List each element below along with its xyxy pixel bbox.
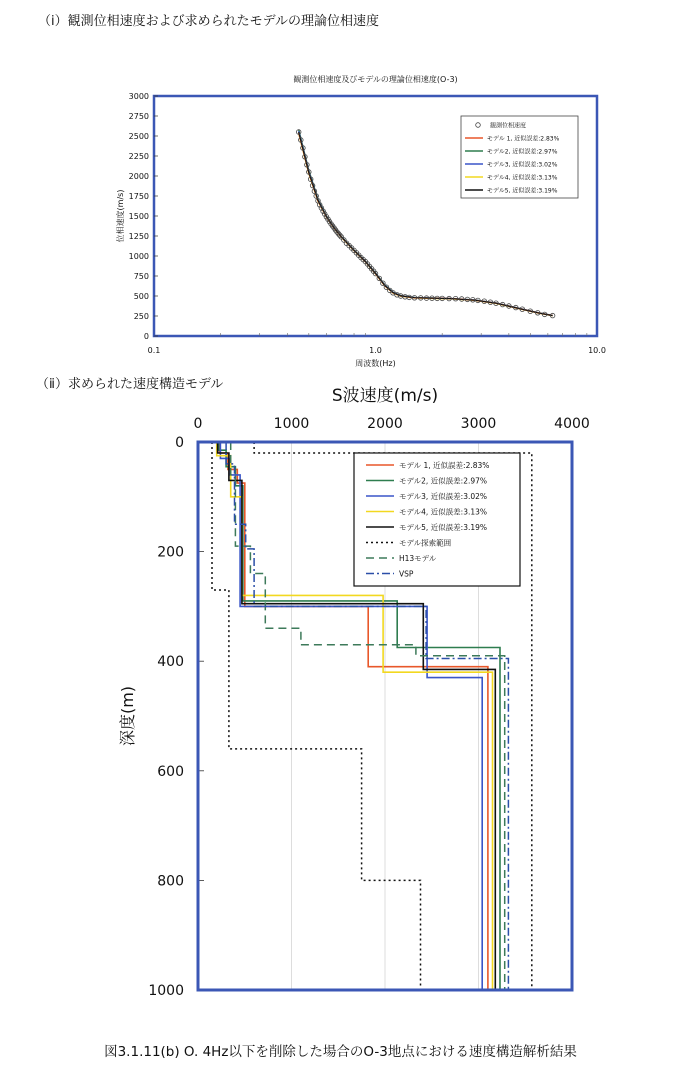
- chart1-x-axis-label: 周波数(Hz): [355, 359, 396, 368]
- chart1-y-tick-label: 2000: [128, 172, 149, 181]
- figure-caption: 図3.1.11(b) O. 4Hz以下を削除した場合のO-3地点における速度構造解析結果: [104, 1044, 577, 1060]
- chart1-title: 観測位相速度及びモデルの理論位相速度(O-3): [293, 75, 458, 84]
- chart1-legend-label-m2: モデル2, 近似誤差:2.97%: [487, 148, 558, 156]
- chart1-y-axis-label: 位相速度(m/s): [116, 189, 125, 243]
- chart1-y-tick-label: 750: [133, 272, 149, 281]
- chart2-legend-label-4: モデル5, 近似誤差:3.19%: [399, 523, 488, 532]
- chart2-x-tick-label: 0: [193, 416, 203, 432]
- chart2-legend: [354, 453, 520, 586]
- chart2-y-tick-label: 200: [157, 544, 184, 561]
- chart2-legend-frame: [354, 453, 520, 586]
- chart1-legend-label-m5: モデル5, 近似誤差:3.19%: [487, 187, 558, 195]
- chart2-legend-label-3: モデル4, 近似誤差:3.13%: [399, 507, 488, 517]
- chart1-y-tick-label: 3000: [128, 92, 149, 101]
- chart1-y-tick-label: 2750: [128, 112, 149, 121]
- chart1-y-tick-label: 1500: [128, 212, 149, 221]
- chart2-y-tick-label: 400: [157, 654, 184, 671]
- chart1-legend-label-m1: モデル 1, 近似誤差:2.83%: [487, 135, 560, 143]
- chart2-legend-label-6: H13モデル: [399, 554, 437, 563]
- chart2-x-tick-label: 3000: [460, 416, 497, 432]
- chart2-y-axis-label: 深度(m): [118, 685, 137, 747]
- chart2-y-tick-label: 600: [157, 763, 184, 780]
- chart1-y-tick-label: 1750: [128, 192, 149, 201]
- chart1-y-tick-label: 500: [133, 292, 149, 301]
- chart2-y-tick-label: 1000: [148, 983, 184, 999]
- chart2-y-tick-label: 800: [157, 873, 184, 890]
- chart1-y-tick-label: 0: [143, 332, 149, 341]
- chart1-legend-label-observed: 観測位相速度: [490, 122, 527, 130]
- chart1-legend-label-m4: モデル4, 近似誤差:3.13%: [487, 174, 558, 182]
- chart1-x-tick-label: 10.0: [588, 346, 606, 355]
- chart1-x-tick-label: 0.1: [147, 346, 161, 355]
- chart1-y-tick-label: 1000: [128, 252, 149, 261]
- chart2-y-tick-label: 0: [175, 435, 184, 451]
- chart2-x-axis-label: S波速度(m/s): [331, 386, 439, 406]
- chart2-legend-label-5: モデル探索範囲: [399, 538, 452, 548]
- chart2-legend-label-2: モデル3, 近似誤差:3.02%: [399, 492, 488, 501]
- section-1-heading: （ⅰ）観測位相速度および求められたモデルの理論位相速度: [38, 14, 379, 29]
- chart1-y-tick-label: 250: [133, 312, 149, 321]
- chart1-y-tick-label: 2500: [128, 132, 149, 141]
- chart1-x-tick-label: 1.0: [369, 346, 382, 355]
- chart2-x-tick-label: 4000: [554, 416, 590, 432]
- chart1-y-tick-label: 2250: [128, 152, 149, 161]
- chart1-legend-label-m3: モデル3, 近似誤差:3.02%: [487, 161, 558, 169]
- chart2-x-tick-label: 1000: [273, 416, 310, 432]
- chart2-legend-label-1: モデル2, 近似誤差:2.97%: [399, 476, 488, 486]
- chart2-legend-label-7: VSP: [399, 569, 414, 579]
- chart1-y-tick-label: 1250: [128, 232, 149, 241]
- chart2-x-tick-label: 2000: [367, 416, 403, 432]
- section-2-heading: （ⅱ）求められた速度構造モデル: [36, 377, 224, 392]
- chart2-legend-label-0: モデル 1, 近似誤差:2.83%: [399, 461, 490, 470]
